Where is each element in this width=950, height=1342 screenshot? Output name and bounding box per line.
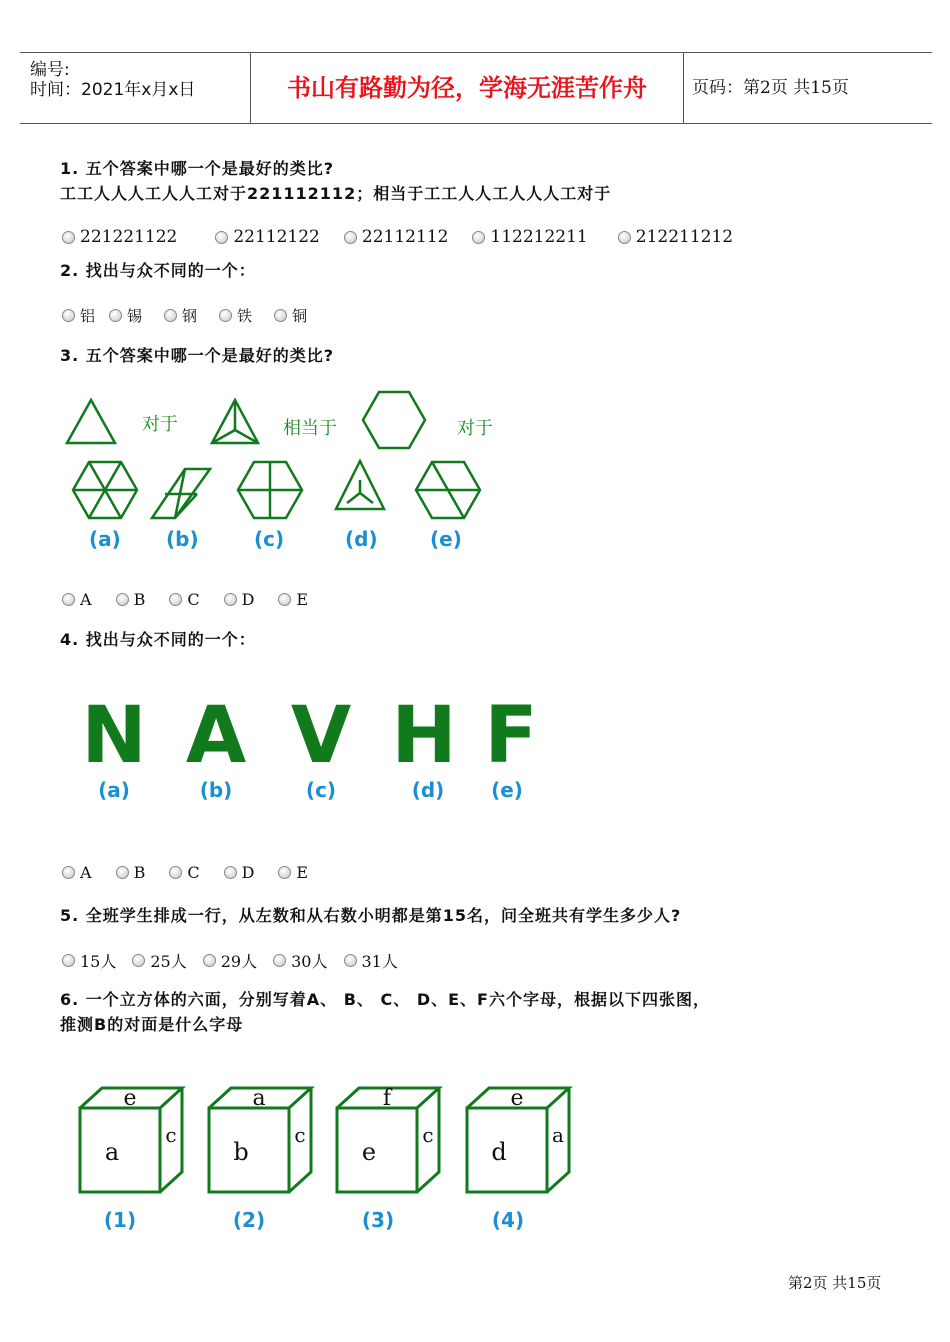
option-5a[interactable]: 15人 xyxy=(62,949,116,972)
cube-3-top-face: f xyxy=(382,1086,392,1111)
cube-1-top-face: e xyxy=(123,1086,137,1111)
option-4b[interactable]: B xyxy=(116,863,146,882)
cube-label-4: (4) xyxy=(491,1208,525,1232)
option-1e[interactable]: 212211212 xyxy=(618,227,733,247)
radio-icon[interactable] xyxy=(169,866,182,879)
cube-4-top-face: e xyxy=(510,1086,524,1111)
question-2-text: 2. 找出与众不同的一个： xyxy=(60,261,256,280)
option-2d[interactable]: 铁 xyxy=(219,305,252,326)
letter-n: N xyxy=(81,691,147,781)
radio-icon[interactable] xyxy=(224,593,237,606)
letter-h: H xyxy=(391,691,457,781)
question-1-text2: 工工人人人工人人工对于221112112；相当于工工人人工人人人工对于 xyxy=(60,184,612,203)
radio-icon[interactable] xyxy=(164,309,177,322)
motto: 书山有路勤为径，学海无涯苦作舟 xyxy=(251,53,684,123)
option-2e[interactable]: 铜 xyxy=(274,305,307,326)
option-5d[interactable]: 30人 xyxy=(273,949,327,972)
figure-word-3: 对于 xyxy=(457,418,493,439)
option-1b[interactable]: 22112122 xyxy=(215,227,320,247)
radio-icon[interactable] xyxy=(132,954,145,967)
cube-2-top-face: a xyxy=(252,1086,266,1111)
question-6-text: 6. 一个立方体的六面，分别写着A、 B、 C、 D、E、F六个字母，根据以下四张图， xyxy=(60,990,710,1009)
option-3b[interactable]: B xyxy=(116,590,146,609)
letter-f: F xyxy=(484,691,538,781)
option-1a[interactable]: 221221122 xyxy=(62,227,177,247)
question-2-options xyxy=(62,305,327,326)
radio-icon[interactable] xyxy=(62,309,75,322)
radio-icon[interactable] xyxy=(62,866,75,879)
triangle-shape xyxy=(67,400,115,443)
option-4d[interactable]: D xyxy=(224,863,255,882)
option-e-shape xyxy=(416,462,480,518)
question-4-text: 4. 找出与众不同的一个： xyxy=(60,630,256,649)
radio-icon[interactable] xyxy=(618,231,631,244)
option-2a[interactable]: 铝 xyxy=(62,305,95,326)
option-3d[interactable]: D xyxy=(224,590,255,609)
figure-word-2: 相当于 xyxy=(283,418,337,439)
cube-label-3: (3) xyxy=(361,1208,395,1232)
option-1c[interactable]: 22112112 xyxy=(344,227,449,247)
radio-icon[interactable] xyxy=(169,593,182,606)
cube-4-front-face: d xyxy=(491,1138,507,1166)
radio-icon[interactable] xyxy=(109,309,122,322)
question-3-options xyxy=(62,590,328,609)
option-2b[interactable]: 锡 xyxy=(109,305,142,326)
figure-label-c: (c) xyxy=(254,527,285,551)
option-5b[interactable]: 25人 xyxy=(132,949,186,972)
letter-label-d: (d) xyxy=(411,778,445,802)
radio-icon[interactable] xyxy=(273,954,286,967)
letter-a: A xyxy=(185,691,247,781)
radio-icon[interactable] xyxy=(219,309,232,322)
radio-icon[interactable] xyxy=(344,954,357,967)
radio-icon[interactable] xyxy=(62,231,75,244)
option-c-shape xyxy=(238,462,302,518)
radio-icon[interactable] xyxy=(278,866,291,879)
figure-label-a: (a) xyxy=(89,527,121,551)
question-1-options xyxy=(62,227,753,247)
option-5e[interactable]: 31人 xyxy=(344,949,398,972)
option-3c[interactable]: C xyxy=(169,590,199,609)
header-meta-cell xyxy=(20,53,251,123)
hexagon-shape xyxy=(363,392,425,448)
option-4a[interactable]: A xyxy=(62,863,92,882)
figure-label-d: (d) xyxy=(345,527,378,551)
question-3-text: 3. 五个答案中哪一个是最好的类比? xyxy=(60,346,335,365)
cube-2-front-face: b xyxy=(233,1138,249,1166)
question-6-text2: 推测B的对面是什么字母 xyxy=(60,1015,244,1034)
cube-2-side-face: c xyxy=(294,1123,306,1147)
cube-label-2: (2) xyxy=(232,1208,266,1232)
radio-icon[interactable] xyxy=(278,593,291,606)
radio-icon[interactable] xyxy=(224,866,237,879)
option-d-shape xyxy=(336,461,384,509)
cube-4-side-face: a xyxy=(552,1123,564,1147)
option-a-shape xyxy=(73,462,137,518)
letter-label-c: (c) xyxy=(305,778,337,802)
letter-v: V xyxy=(290,691,352,781)
question-5-text: 5. 全班学生排成一行，从左数和从右数小明都是第15名，问全班共有学生多少人? xyxy=(60,906,682,925)
cube-3-front-face: e xyxy=(361,1138,377,1166)
figure-label-b: (b) xyxy=(166,527,199,551)
radio-icon[interactable] xyxy=(344,231,357,244)
number-label: 编号: xyxy=(30,60,70,80)
question-4-options xyxy=(62,863,328,882)
radio-icon[interactable] xyxy=(62,593,75,606)
radio-icon[interactable] xyxy=(215,231,228,244)
letter-label-a: (a) xyxy=(98,778,130,802)
letter-label-b: (b) xyxy=(199,778,233,802)
question-3-figure xyxy=(55,385,515,560)
radio-icon[interactable] xyxy=(62,954,75,967)
cube-1-front-face: a xyxy=(104,1138,120,1166)
option-3e[interactable]: E xyxy=(278,590,308,609)
option-2c[interactable]: 钢 xyxy=(164,305,197,326)
radio-icon[interactable] xyxy=(203,954,216,967)
letter-label-e: (e) xyxy=(491,778,523,802)
figure-label-e: (e) xyxy=(430,527,462,551)
page-footer: 第2页 共15页 xyxy=(788,1274,882,1292)
cube-3-side-face: c xyxy=(422,1123,434,1147)
option-3a[interactable]: A xyxy=(62,590,92,609)
option-b-shape xyxy=(152,469,210,518)
option-5c[interactable]: 29人 xyxy=(203,949,257,972)
page-info: 页码：第2页 共15页 xyxy=(692,78,849,98)
radio-icon[interactable] xyxy=(472,231,485,244)
option-4c[interactable]: C xyxy=(169,863,199,882)
document-header xyxy=(20,52,932,124)
question-5-options xyxy=(62,949,418,972)
radio-icon[interactable] xyxy=(274,309,287,322)
radio-icon[interactable] xyxy=(116,866,129,879)
time-label: 时间：2021年x月x日 xyxy=(30,80,196,100)
cube-1-side-face: c xyxy=(165,1123,177,1147)
question-4-figure xyxy=(70,690,550,810)
triangle-with-center-shape xyxy=(212,400,258,443)
option-1d[interactable]: 112212211 xyxy=(472,227,587,247)
option-4e[interactable]: E xyxy=(278,863,308,882)
radio-icon[interactable] xyxy=(116,593,129,606)
cube-label-1: (1) xyxy=(103,1208,137,1232)
figure-word-1: 对于 xyxy=(142,414,178,435)
question-6-figure xyxy=(70,1080,590,1240)
question-1-text: 1. 五个答案中哪一个是最好的类比? xyxy=(60,159,335,178)
